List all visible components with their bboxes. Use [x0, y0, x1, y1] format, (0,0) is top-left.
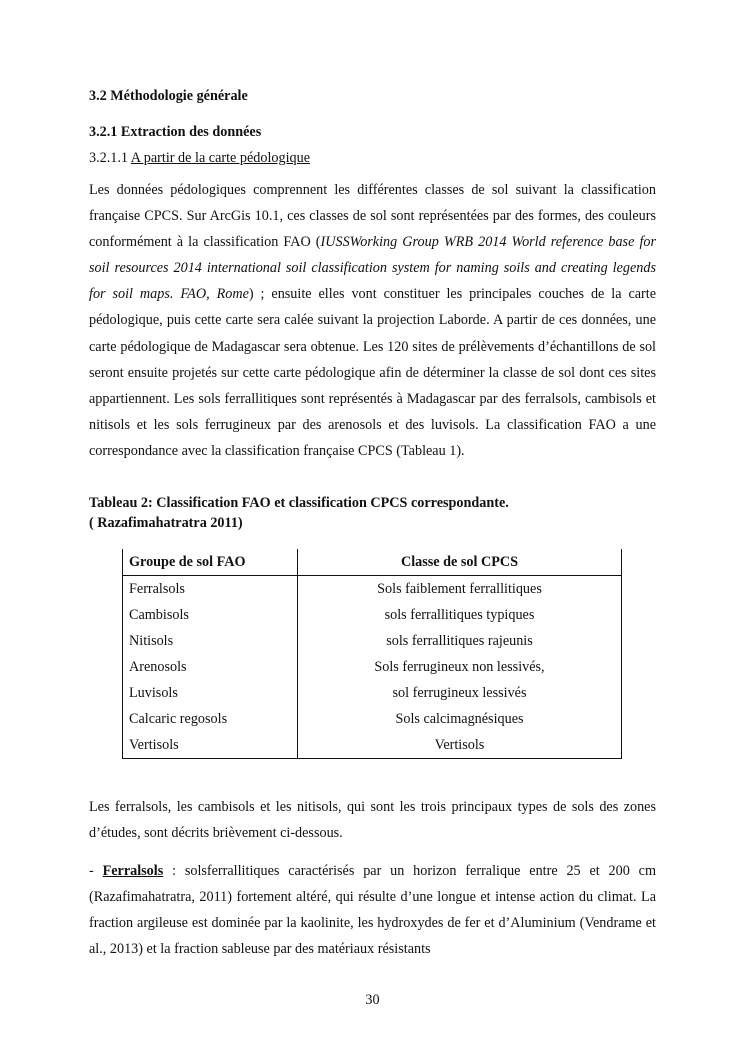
paragraph1-text-b: ) ; ensuite elles vont constituer les principales couches de la carte pédologique, puis cette carte sera calée suivant la projection Laborde. A partir de ces données, une carte pédologique de Madagascar sera obtenue. Les 120 sites de prélèvements d’échantillons de sol seront ensuite projetés sur cette carte pédologique afin de déterminer la classe de sol dont ces sites appartiennent. Les sols ferrallitiques sont représentés à Madagascar par des ferralsols, cambisols et nitisols et les sols ferrugineux par des arenosols et des luvisols. La classification FAO a une correspondance avec la classification française CPCS (Tableau 1).: [89, 286, 657, 459]
table-cell-cpcs: sol ferrugineux lessivés: [392, 684, 527, 701]
ferralsols-term: Ferralsols: [102, 863, 164, 879]
subsection-heading: 3.2.1 Extraction des données: [89, 124, 262, 140]
table-row: [123, 654, 622, 680]
paragraph1-citation: IUSSWorking Group WRB 2014 World reference base for soil resources 2014 international soil classification system for naming soils and creating legends for soil maps. FAO, Rome: [89, 234, 656, 303]
table-row: [123, 628, 622, 654]
table-row: [123, 602, 622, 628]
table-cell-fao: Vertisols: [123, 732, 298, 759]
table-row: [123, 706, 622, 732]
table-header-fao: Groupe de sol FAO: [123, 549, 298, 576]
subsubsection-title: A partir de la carte pédologique: [130, 150, 311, 166]
table-caption-line1: Tableau 2: Classification FAO et classification CPCS correspondante.: [89, 495, 509, 511]
body-paragraph-2: Les ferralsols, les cambisols et les nitisols, qui sont les trois principaux types de sols des zones d’études, sont décrits brièvement ci-dessous.: [89, 799, 656, 842]
table-row: [123, 576, 622, 603]
table-cell-cpcs: Vertisols: [434, 736, 485, 753]
subsubsection-number: 3.2.1.1: [89, 150, 129, 166]
table-cell-fao: Nitisols: [123, 628, 298, 654]
paragraph1-text-a: Les données pédologiques comprennent les différentes classes de sol suivant la classification française CPCS. Sur ArcGis 10.1, ces classes de sol sont représentées par des formes, des couleurs conformément à la classification FAO (: [89, 182, 656, 251]
page-number: 30: [365, 992, 380, 1008]
table-cell-fao: Ferralsols: [123, 576, 298, 603]
table-cell-fao: Calcaric regosols: [123, 706, 298, 732]
list-dash: -: [89, 863, 94, 879]
table-cell-fao: Arenosols: [123, 654, 298, 680]
table-cell-fao: Cambisols: [123, 602, 298, 628]
table-cell-cpcs: sols ferrallitiques rajeunis: [386, 632, 533, 649]
table-row: [123, 680, 622, 706]
table-row: [123, 732, 622, 759]
table-cell-fao: Luvisols: [123, 680, 298, 706]
table-cell-cpcs: Sols faiblement ferrallitiques: [377, 580, 542, 597]
body-paragraph-1: [89, 177, 656, 464]
table-cell-cpcs: Sols ferrugineux non lessivés,: [374, 658, 545, 675]
table-cell-cpcs: sols ferrallitiques typiques: [384, 606, 535, 623]
table-header-cpcs: Classe de sol CPCS: [298, 549, 622, 576]
table-caption-line2: ( Razafimahatratra 2011): [89, 515, 243, 531]
section-heading: 3.2 Méthodologie générale: [89, 88, 248, 104]
table-caption: [89, 493, 509, 533]
subsubsection-heading: [89, 150, 310, 167]
table-header-row: [123, 549, 622, 576]
ferralsols-description: : solsferrallitiques caractérisés par un horizon ferralique entre 25 et 200 cm (Razafimahatratra, 2011) fortement altéré, qui résulte d’une longue et intense action du climat. La fraction argileuse est dominée par la kaolinite, les hydroxydes de fer et d’Aluminium (Vendrame et al., 2013) et la fraction sableuse par des matériaux résistants: [89, 863, 656, 958]
table-cell-cpcs: Sols calcimagnésiques: [395, 710, 524, 727]
body-paragraph-3: [89, 858, 656, 962]
soil-classification-table: [122, 549, 622, 759]
